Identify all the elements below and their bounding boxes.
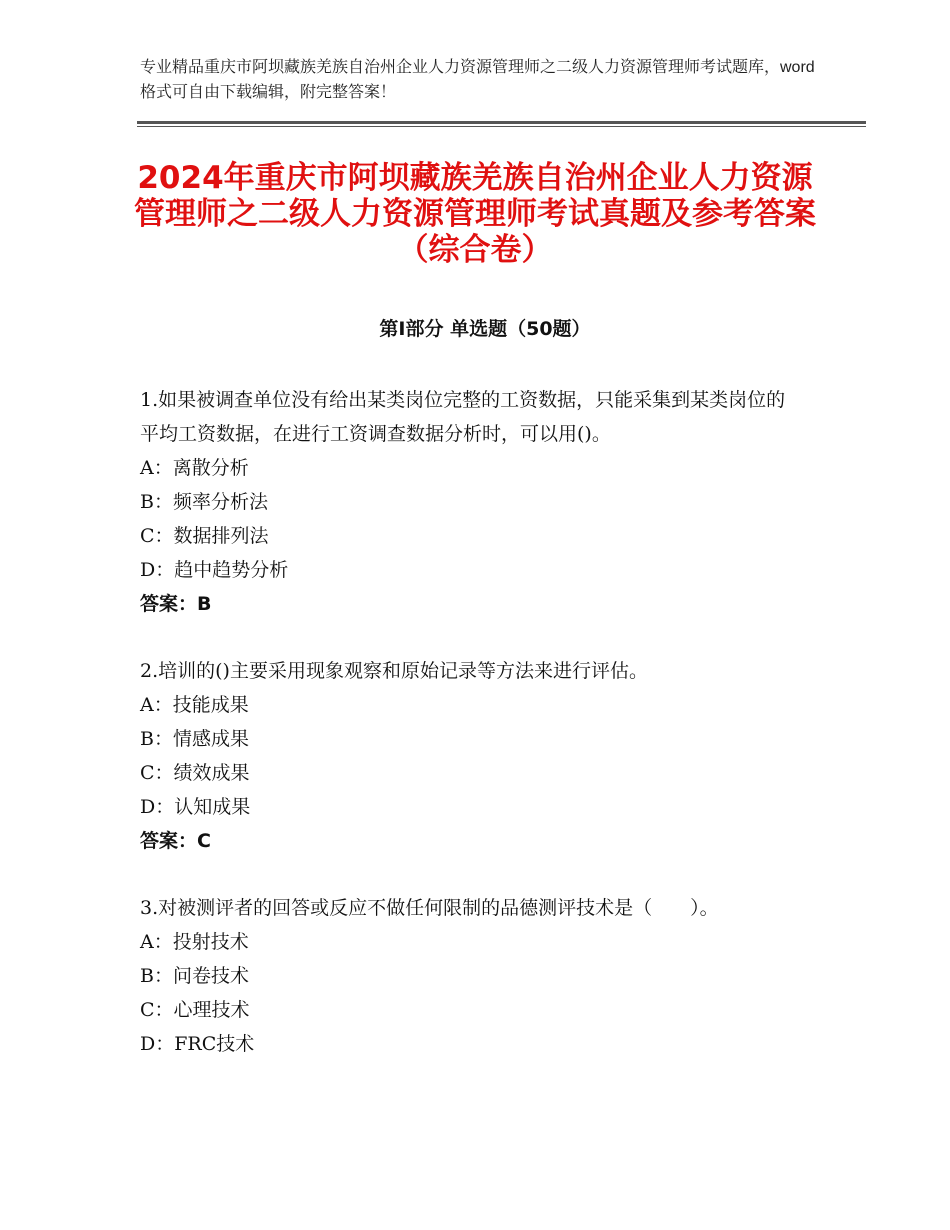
question-list	[140, 383, 800, 1061]
question-spacer	[140, 621, 800, 654]
option-a: A：技能成果	[140, 694, 249, 716]
option-d: D：FRC技术	[140, 1033, 255, 1055]
question-stem: 1.如果被调查单位没有给出某类岗位完整的工资数据，只能采集到某类岗位的平均工资数据，在进行工资调查数据分析时，可以用()。	[140, 389, 786, 445]
question-stem: 3.对被测评者的回答或反应不做任何限制的品德测评技术是（ ）。	[140, 897, 719, 919]
option-a: A：投射技术	[140, 931, 249, 953]
question-spacer	[140, 858, 800, 891]
answer: 答案：B	[140, 593, 212, 615]
option-c: C：心理技术	[140, 999, 250, 1021]
option-b: B：频率分析法	[140, 491, 268, 513]
question-stem: 2.培训的()主要采用现象观察和原始记录等方法来进行评估。	[140, 660, 648, 682]
document-title: 2024年重庆市阿坝藏族羌族自治州企业人力资源管理师之二级人力资源管理师考试真题及参考答案（综合卷）	[134, 160, 816, 268]
option-c: C：绩效成果	[140, 762, 250, 784]
header-divider-thick	[137, 121, 866, 124]
option-b: B：问卷技术	[140, 965, 249, 987]
question-3	[140, 891, 800, 1061]
header-divider-thin	[137, 126, 866, 127]
question-1	[140, 383, 800, 621]
question-2	[140, 654, 800, 858]
option-d: D：趋中趋势分析	[140, 559, 289, 581]
section-title: 第Ⅰ部分 单选题（50题）	[379, 318, 591, 340]
option-b: B：情感成果	[140, 728, 249, 750]
header-note: 专业精品重庆市阿坝藏族羌族自治州企业人力资源管理师之二级人力资源管理师考试题库，word格式可自由下载编辑，附完整答案！	[140, 59, 815, 101]
answer: 答案：C	[140, 830, 211, 852]
option-d: D：认知成果	[140, 796, 251, 818]
option-c: C：数据排列法	[140, 525, 269, 547]
option-a: A：离散分析	[140, 457, 249, 479]
